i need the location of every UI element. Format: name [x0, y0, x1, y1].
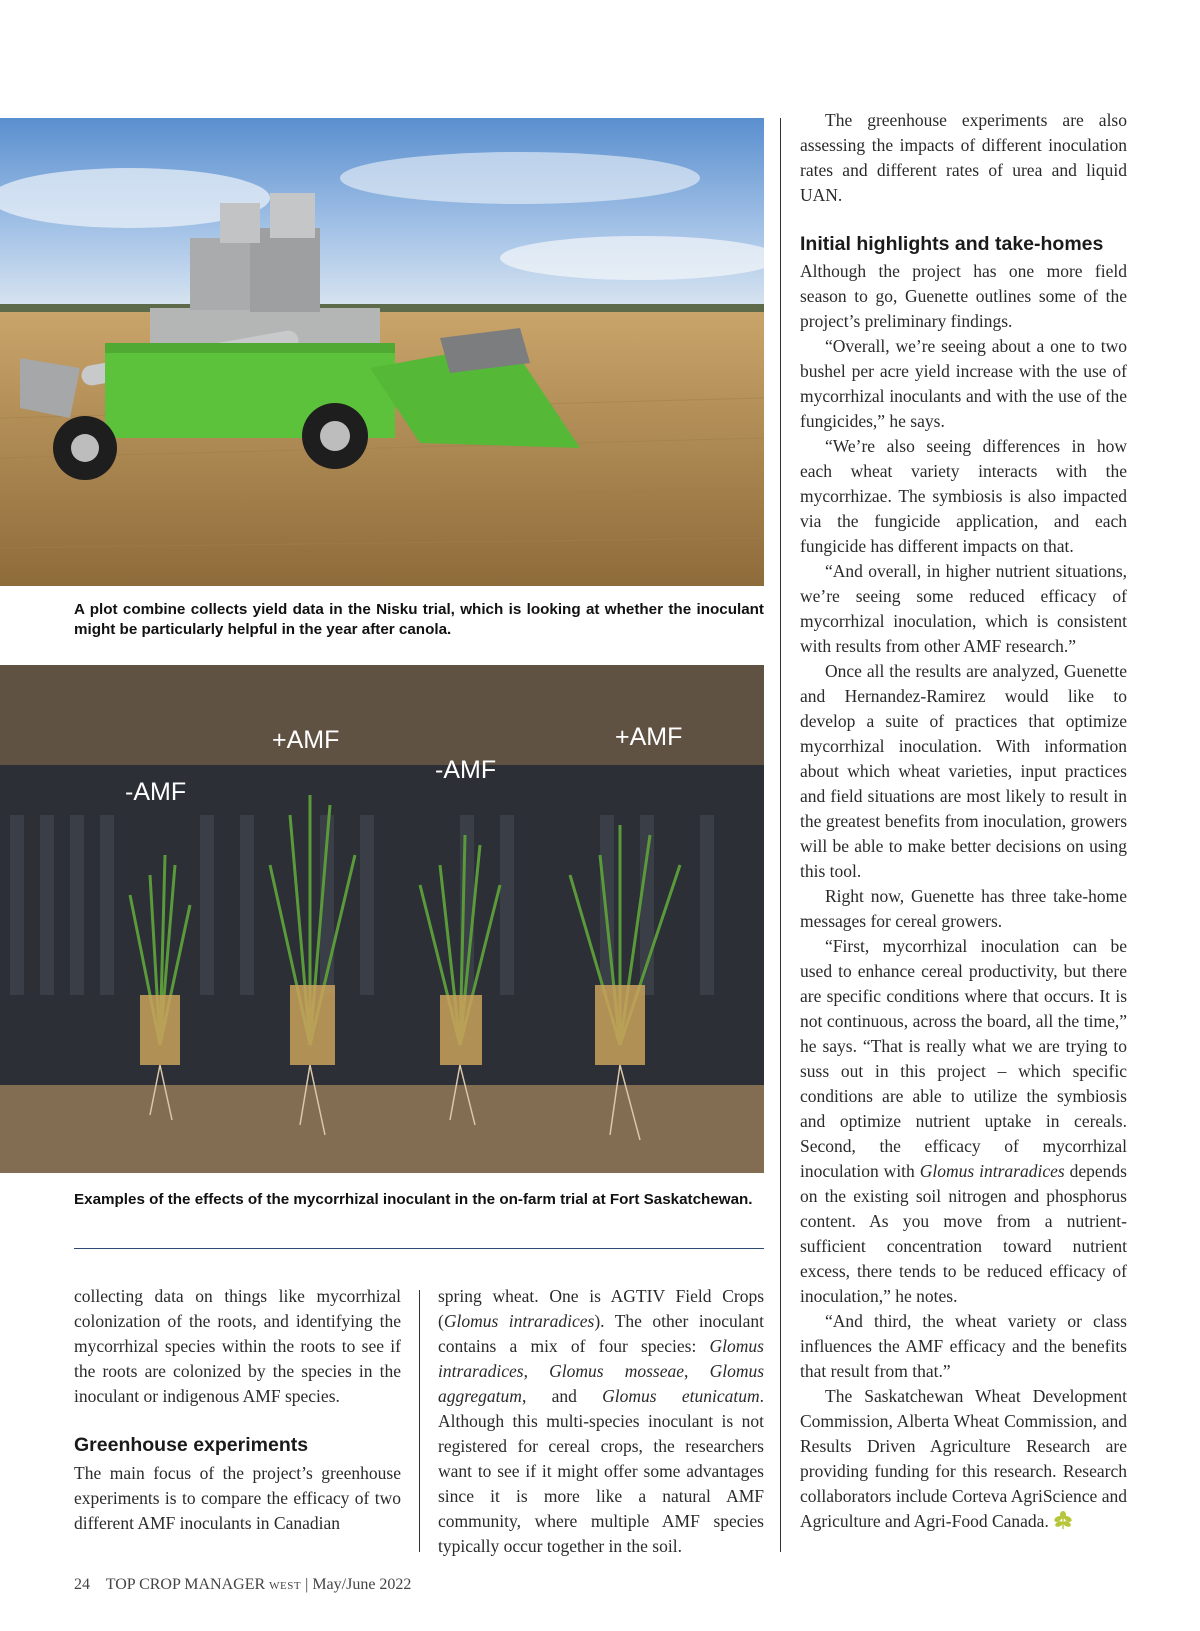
col1-paragraph-1: collecting data on things like mycorrhizal colonization of the roots, and identifying the mycorrhizal species within the roots to see if the roots are colonized by the species in the inoculant or indigenous AMF species.	[74, 1286, 401, 1406]
col3-paragraph-10	[800, 1384, 1127, 1534]
col3-text: depends on the existing soil nitrogen and phosphorus content. As you move from a nutrient-sufficient concentration toward nutrient excess, there tends to be reduced efficacy of inoculation,” he notes.	[800, 1161, 1127, 1306]
species-name: Glomus intraradices	[438, 1336, 764, 1381]
page-footer	[74, 1576, 411, 1594]
column-divider-right	[780, 118, 781, 1552]
photo-label-minus-amf-2: -AMF	[125, 778, 187, 806]
highlights-heading: Initial highlights and take-homes	[800, 233, 1104, 255]
species-name: Glomus aggregatum	[438, 1361, 765, 1406]
column-divider-left	[419, 1290, 420, 1552]
publication-edition: WEST	[269, 1580, 302, 1592]
text-column-3	[800, 108, 1127, 1534]
caption-divider	[74, 1248, 764, 1249]
col3-paragraph-2: Although the project has one more field season to go, Guenette outlines some of the project’s preliminary findings.	[800, 261, 1127, 331]
species-name: Glomus intraradices	[919, 1161, 1065, 1181]
footer-separator: |	[305, 1576, 309, 1593]
col3-paragraph-3: “Overall, we’re seeing about a one to two bushel per acre yield increase with the use of mycorrhizal inoculants and with the use of the fungicides,” he says.	[800, 336, 1127, 431]
photo-label-plus-amf-2: +AMF	[615, 723, 683, 751]
combine-photo	[0, 118, 764, 586]
col2-text: . Although this multi-species inoculant is not registered for cereal crops, the researchers want to see if it might offer some advantages since it is more like a natural AMF community, where multiple AMF species typically occur together in the soil.	[438, 1386, 764, 1556]
col3-text: The Saskatchewan Wheat Development Commission, Alberta Wheat Commission, and Results Driven Agriculture Research are providing funding for this research. Research collaborators include Corteva AgriScience and Agriculture and Agri-Food Canada.	[800, 1386, 1127, 1531]
combine-photo-illustration	[0, 118, 764, 586]
photo1-caption: A plot combine collects yield data in the Nisku trial, which is looking at whether the inoculant might be particularly helpful in the year after canola.	[74, 601, 764, 638]
photo-label-minus-amf-1: -AMF	[435, 756, 497, 784]
col2-text: ,	[523, 1361, 550, 1381]
species-name: Glomus intraradices	[443, 1311, 595, 1331]
col3-paragraph-5: “And overall, in higher nutrient situations, we’re seeing some reduced efficacy of mycorrhizal inoculation, which is consistent with results from other AMF research.”	[800, 561, 1127, 656]
col3-paragraph-6: Once all the results are analyzed, Guenette and Hernandez-Ramirez would like to develop a suite of practices that optimize mycorrhizal inoculation. With information about which wheat varieties, input practices and field situations are most likely to result in the greatest benefits from inoculation, growers will be able to make better decisions on using this tool.	[800, 661, 1127, 881]
col2-text: , and	[521, 1386, 603, 1406]
issue-date: May/June 2022	[312, 1576, 412, 1593]
col3-paragraph-7: Right now, Guenette has three take-home messages for cereal growers.	[800, 886, 1127, 931]
photo2-caption: Examples of the effects of the mycorrhizal inoculant in the on-farm trial at Fort Saskatchewan.	[74, 1191, 753, 1208]
col1-paragraph-2: The main focus of the project’s greenhouse experiments is to compare the efficacy of two different AMF inoculants in Canadian	[74, 1463, 401, 1533]
col2-text: ,	[684, 1361, 710, 1381]
text-column-1	[74, 1284, 401, 1536]
wheat-plants-illustration	[0, 665, 764, 1173]
col2-paragraph-1	[438, 1284, 764, 1559]
publication-name: TOP CROP MANAGER	[105, 1576, 266, 1593]
col3-paragraph-4: “We’re also seeing differences in how each wheat variety interacts with the mycorrhizae. The symbiosis is also impacted via the fungicide application, and each fungicide has different impacts on that.	[800, 436, 1127, 556]
col3-paragraph-1: The greenhouse experiments are also assessing the impacts of different inoculation rates and different rates of urea and liquid UAN.	[800, 110, 1127, 205]
col2-text: ). The other inoculant contains a mix of four species:	[438, 1311, 764, 1356]
greenhouse-heading: Greenhouse experiments	[74, 1434, 309, 1456]
col3-text: “First, mycorrhizal inoculation can be used to enhance cereal productivity, but there are specific conditions where that occurs. It is not continuous, across the board, all the time,” he says. “That is really what we are trying to suss out in this project – which specific conditions are able to utilize the symbiosis and optimize nutrient uptake in cereals. Second, the efficacy of mycorrhizal inoculation with	[800, 936, 1127, 1181]
text-column-2	[438, 1284, 764, 1559]
species-name: Glomus mosseae	[549, 1361, 685, 1381]
species-name: Glomus etunicatum	[602, 1386, 760, 1406]
page-number: 24	[74, 1576, 90, 1593]
col3-paragraph-9: “And third, the wheat variety or class influences the AMF efficacy and the benefits that result from that.”	[800, 1311, 1127, 1381]
wheat-plants-photo	[0, 665, 764, 1173]
col2-text: spring wheat. One is AGTIV Field Crops (	[438, 1286, 764, 1331]
wheat-end-mark-icon	[1053, 1511, 1073, 1529]
photo-label-plus-amf-1: +AMF	[272, 726, 340, 754]
col3-paragraph-8	[800, 934, 1127, 1309]
